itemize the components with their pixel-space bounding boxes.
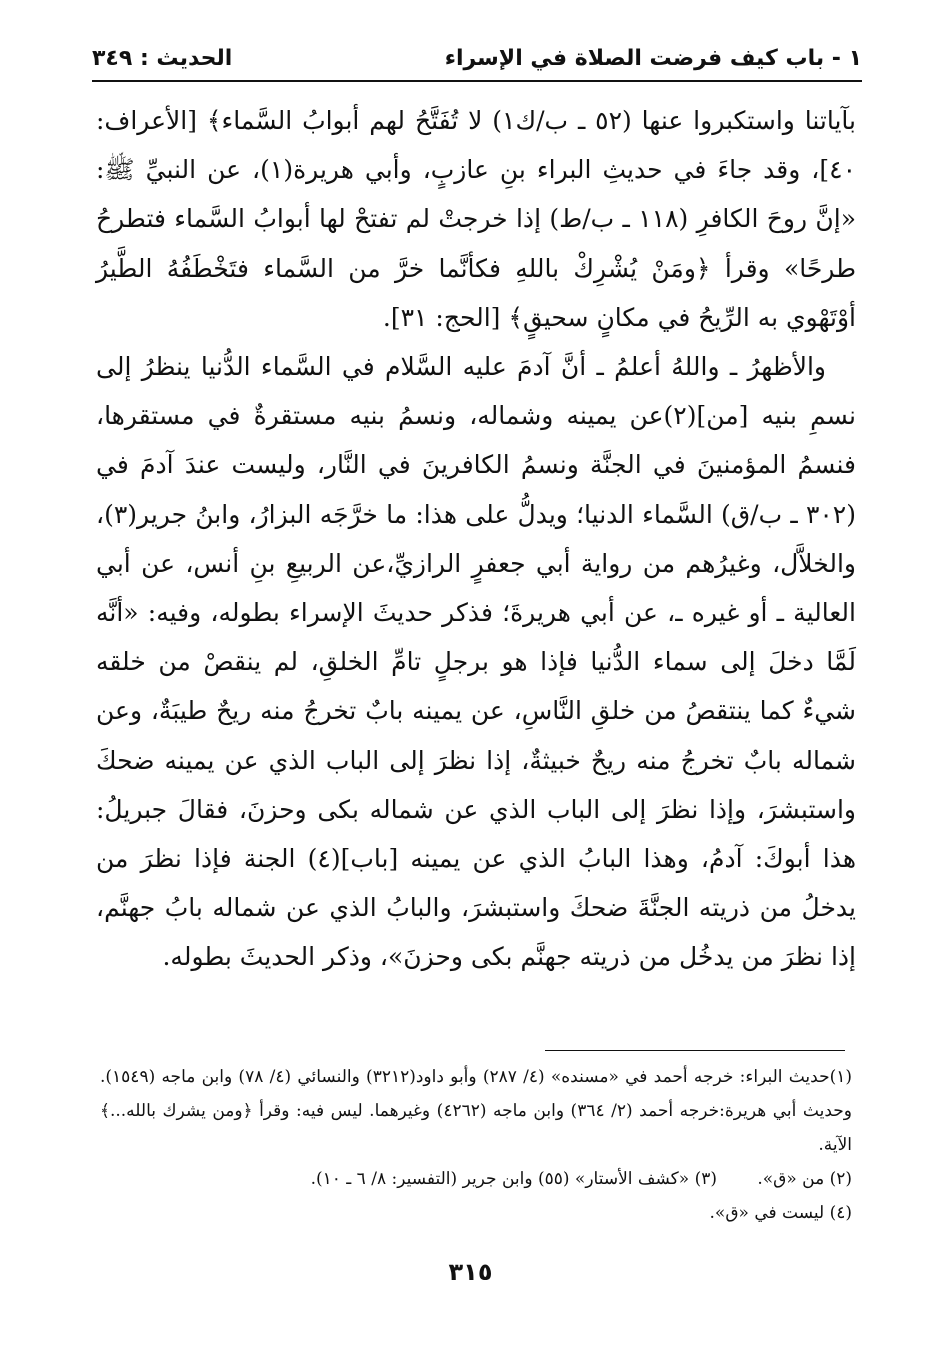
footnote-2: (٢) من «ق». (757, 1169, 852, 1189)
footnote-row (100, 1162, 852, 1196)
footnotes (100, 1060, 852, 1230)
paragraph: بآياتنا واستكبروا عنها (٥٢ ـ ب/ك١) لا تُفَتَّحُ لهم أبوابُ السَّماء﴾ [الأعراف: ٤٠]، وقد جاءَ في حديثِ البراء بنِ عازبٍ، وأبي هريرة(١)، عن النبيِّ ﷺ: «إنَّ روحَ الكافرِ (١١٨ ـ ب/ط) إذا خرجتْ لم تفتحْ لها أبوابُ السَّماء فتطرحُ طرحًا» وقرأ ﴿ومَنْ يُشْرِكْ باللهِ فكأنَّما خرَّ من السَّماء فتَخْطَفُهُ الطَّيرُ أوْتَهْوي به الرِّيحُ في مكانٍ سحيقٍ﴾ [الحج: ٣١]. (96, 106, 857, 332)
running-header (92, 38, 862, 78)
footnote-4: (٤) ليست في «ق». (709, 1203, 852, 1223)
main-text (96, 96, 856, 982)
paragraph: والأظهرُ ـ واللهُ أعلمُ ـ أنَّ آدمَ عليه السَّلام في السَّماء الدُّنيا ينظرُ إلى نسمِ بنيه [من](٢)عن يمينه وشماله، ونسمُ بنيه مستقرةٌ في مستقرها، فنسمُ المؤمنينَ في الجنَّة ونسمُ الكافرينَ في النَّار، وليست عندَ آدمَ في (٣٠٢ ـ ب/ق) السَّماء الدنيا؛ ويدلُّ على هذا: ما خرَّجَه البزارُ، وابنُ جرير(٣)، والخلاَّل، وغيرُهم من رواية أبي جعفرٍ الرازيِّ،عن الربيعِ بنِ أنس، عن أبي العالية ـ أو غيره ـ، عن أبي هريرةَ؛ فذكر حديثَ الإسراء بطوله، وفيه: «أنَّه لَمَّا دخلَ إلى سماء الدُّنيا فإذا هو برجلٍ تامِّ الخلقِ، لم ينقصْ من خلقه شيءٌ كما ينتقصُ من خلقِ النَّاسِ، عن يمينه بابٌ تخرجُ منه ريحٌ طيبَةٌ، وعن شماله بابٌ تخرجُ منه ريحٌ خبيثةٌ، إذا نظرَ إلى الباب الذي عن يمينه ضحكَ واستبشرَ، وإذا نظرَ إلى الباب الذي عن شماله بكى وحزنَ، فقالَ جبريلُ: هذا أبوكَ: آدمُ، وهذا البابُ الذي عن يمينه [باب](٤) الجنة فإذا نظرَ من يدخلُ من ذريته الجنَّةَ ضحكَ واستبشرَ، والبابُ الذي عن شماله بابُ جهنَّم، إذا نظرَ من يدخُل من ذريته جهنَّم بكى وحزنَ»، وذكر الحديثَ بطوله. (96, 352, 856, 972)
footnote-divider (545, 1050, 845, 1051)
chapter-title: ١ - باب كيف فرضت الصلاة في الإسراء (444, 45, 862, 71)
hadith-number: الحديث : ٣٤٩ (92, 45, 233, 71)
page-number: ٣١٥ (448, 1258, 493, 1286)
header-divider (92, 80, 862, 82)
footnote-3: (٣) «كشف الأستار» (٥٥) وابن جرير (التفسير: ٨/ ٦ ـ ١٠). (310, 1169, 717, 1189)
footnote-1: (١)حديث البراء: خرجه أحمد في «مسنده» (٤/ ٢٨٧) وأبو داود(٣٢١٢) والنسائي (٤/ ٧٨) وابن ماجه (١٥٤٩). وحديث أبي هريرة:خرجه أحمد (٢/ ٣٦٤) وابن ماجه (٤٢٦٢) وغيرهما. ليس فيه: وقرأ ﴿ومن يشرك بالله...﴾ الآية. (100, 1067, 853, 1155)
